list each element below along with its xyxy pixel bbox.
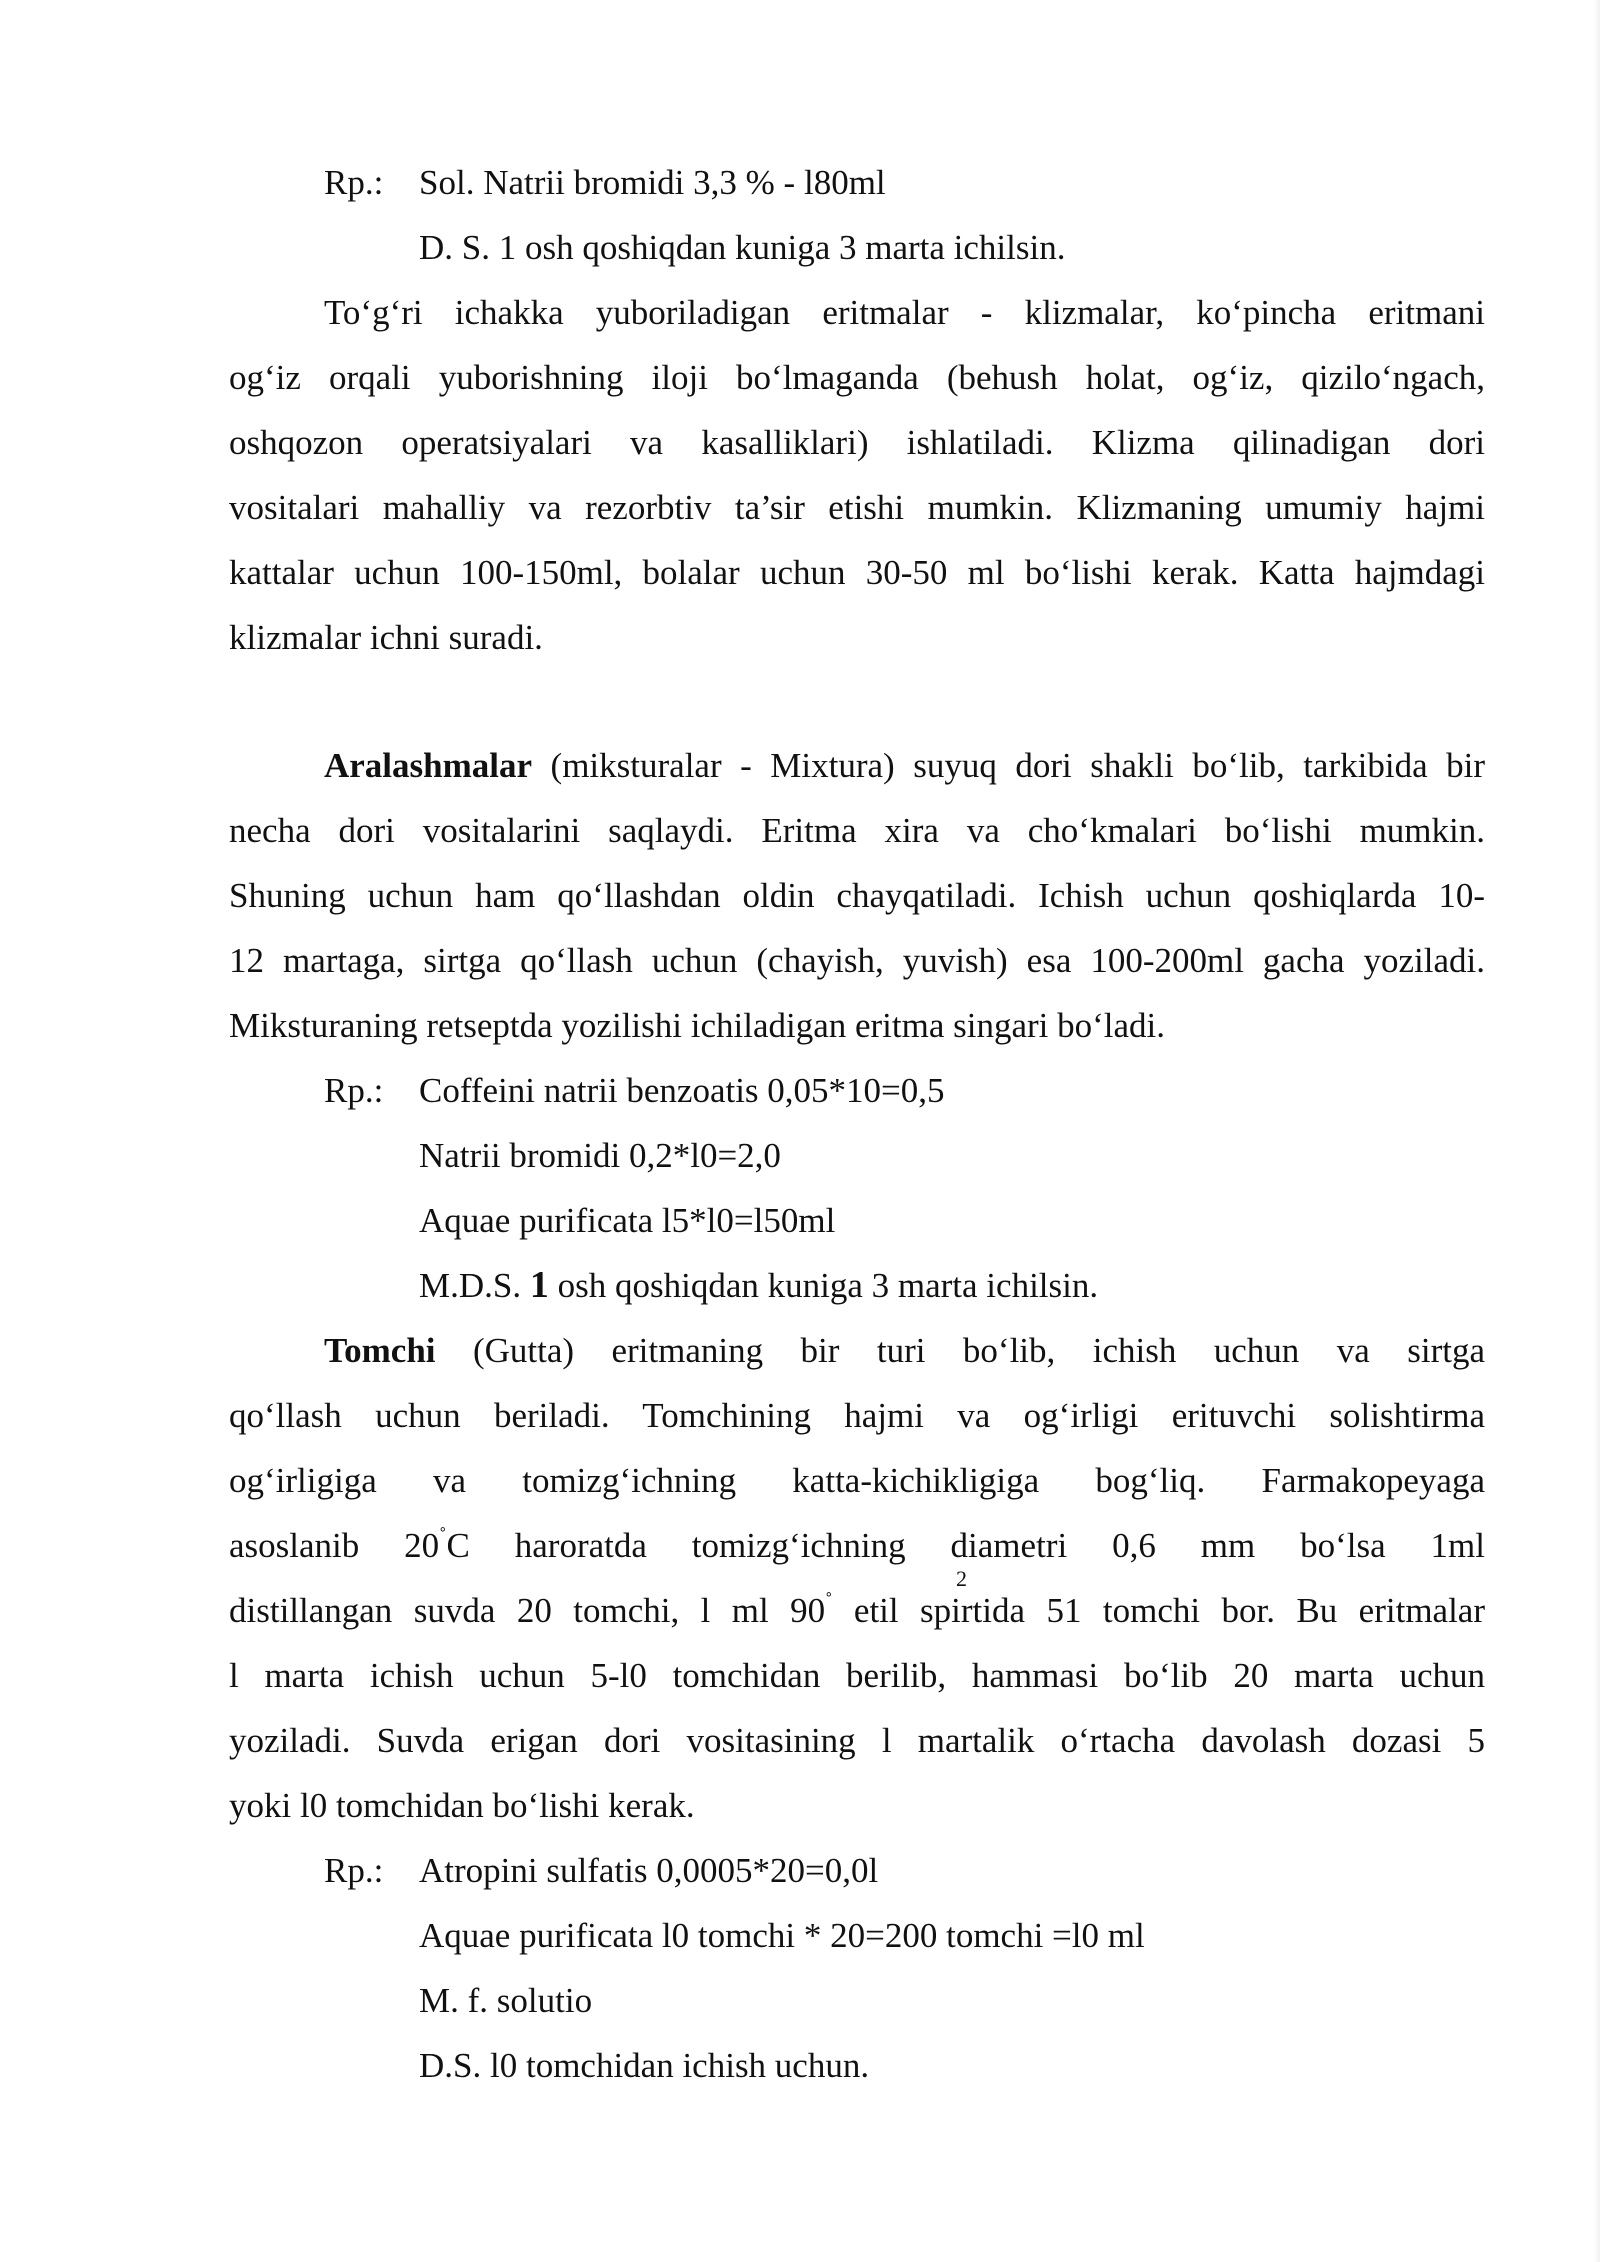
paragraph-line: necha dori vositalarini saqlaydi. Eritma xira va cho‘kmalari bo‘lishi mumkin.: [229, 811, 1485, 850]
paragraph-gap: [229, 670, 1485, 733]
paragraph-tomchi: [229, 1318, 1485, 1838]
paragraph-line: og‘irligiga va tomizg‘ichning katta-kichikligiga bog‘liq. Farmakopeyaga: [229, 1461, 1485, 1500]
paragraph-line: qo‘llash uchun beriladi. Tomchining hajmi va og‘irligi erituvchi solishtirma: [229, 1396, 1485, 1435]
recipe-ingredient: Natrii bromidi 0,2*l0=2,0: [419, 1136, 781, 1175]
recipe-ingredient: Aquae purificata l0 tomchi * 20=200 tomchi =l0 ml: [419, 1916, 1145, 1955]
paragraph-text: C haroratda tomizg‘ichning diametri 0,6 mm bo‘lsa 1ml: [446, 1526, 1485, 1565]
paragraph-line: vositalari mahalliy va rezorbtiv ta’sir etishi mumkin. Klizmaning umumiy hajmi: [229, 488, 1485, 527]
recipe-ingredient: Atropini sulfatis 0,0005*20=0,0l: [419, 1851, 879, 1890]
paragraph-line: yoki l0 tomchidan bo‘lishi kerak.: [229, 1786, 695, 1825]
recipe-1-line-1: [229, 150, 1485, 215]
paragraph-klizma: [229, 280, 1485, 670]
recipe-2-signa: [229, 1253, 1485, 1318]
signa-number: 1: [529, 1264, 549, 1306]
paragraph-line: kattalar uchun 100-150ml, bolalar uchun 30-50 ml bo‘lishi kerak. Katta hajmdagi: [229, 553, 1485, 592]
paragraph-line: og‘iz orqali yuborishning iloji bo‘lmaganda (behush holat, og‘iz, qizilo‘ngach,: [229, 358, 1485, 397]
degree-mark: ˚: [825, 1588, 833, 1613]
signa-text: osh qoshiqdan kuniga 3 marta ichilsin.: [548, 1266, 1099, 1305]
term-aralashmalar: Aralashmalar: [324, 746, 533, 785]
page-edge: [1594, 0, 1600, 2262]
recipe-1-signa: D. S. 1 osh qoshiqdan kuniga 3 marta ichilsin.: [419, 228, 1066, 267]
paragraph-aralashmalar: [229, 733, 1485, 1058]
paragraph-line: 12 martaga, sirtga qo‘llash uchun (chayish, yuvish) esa 100-200ml gacha yoziladi.: [229, 941, 1485, 980]
recipe-ingredient: Aquae purificata l5*l0=l50ml: [419, 1201, 836, 1240]
paragraph-text: (Gutta) eritmaning bir turi bo‘lib, ichish uchun va sirtga: [435, 1331, 1485, 1370]
recipe-3-signa: D.S. l0 tomchidan ichish uchun.: [419, 2046, 870, 2085]
page-content: [229, 150, 1485, 2098]
paragraph-line: [229, 1578, 1485, 1643]
recipe-instruction: M. f. solutio: [419, 1981, 593, 2020]
paragraph-line: [229, 733, 1485, 798]
recipe-ingredient: Sol. Natrii bromidi 3,3 % - l80ml: [419, 163, 886, 202]
paragraph-text: distillangan suvda 20 tomchi, l ml 90: [229, 1591, 826, 1630]
recipe-3-line-1: [229, 1838, 1485, 1903]
recipe-2-line-1: [229, 1058, 1485, 1123]
recipe-label: Rp.:: [324, 1851, 384, 1890]
degree-mark: ˚: [439, 1523, 447, 1548]
signa-prefix: M.D.S.: [419, 1266, 530, 1305]
recipe-ingredient: Coffeini natrii benzoatis 0,05*10=0,5: [419, 1071, 945, 1110]
paragraph-line: yoziladi. Suvda erigan dori vositasining l martalik o‘rtacha davolash dozasi 5: [229, 1721, 1485, 1760]
paragraph-line: To‘g‘ri ichakka yuboriladigan eritmalar - klizmalar, ko‘pincha eritmani: [324, 293, 1485, 332]
paragraph-line: [229, 1513, 1485, 1578]
term-tomchi: Tomchi: [324, 1331, 436, 1370]
paragraph-line: Miksturaning retseptda yozilishi ichiladigan eritma singari bo‘ladi.: [229, 1006, 1166, 1045]
paragraph-line: l marta ichish uchun 5-l0 tomchidan berilib, hammasi bo‘lib 20 marta uchun: [229, 1656, 1485, 1695]
page-number: 2: [956, 1566, 967, 1591]
paragraph-line: klizmalar ichni suradi.: [229, 618, 543, 657]
paragraph-text: asoslanib 20: [229, 1526, 440, 1565]
paragraph-text: (miksturalar - Mixtura) suyuq dori shakli bo‘lib, tarkibida bir: [532, 746, 1485, 785]
paragraph-line: Shuning uchun ham qo‘llashdan oldin chayqatiladi. Ichish uchun qoshiqlarda 10-: [229, 876, 1485, 915]
recipe-label: Rp.:: [324, 1071, 384, 1110]
recipe-label: Rp.:: [324, 163, 384, 202]
paragraph-line: [229, 1318, 1485, 1383]
paragraph-line: oshqozon operatsiyalari va kasalliklari) ishlatiladi. Klizma qilinadigan dori: [229, 423, 1485, 462]
paragraph-text: etil spirtida 51 tomchi bor. Bu eritmalar: [832, 1591, 1485, 1630]
